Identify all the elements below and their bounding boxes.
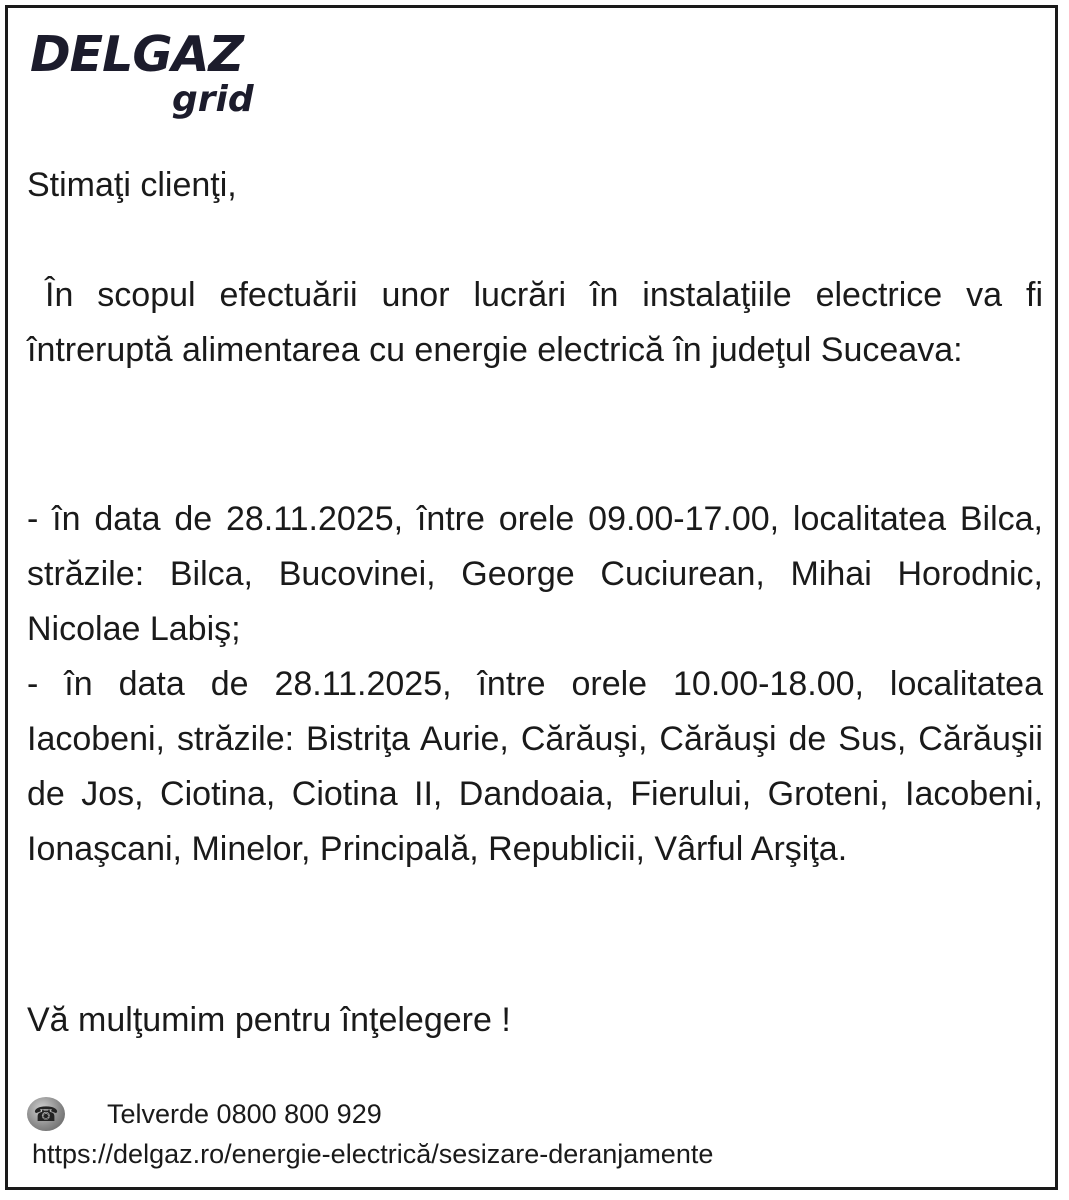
logo-sub: grid — [172, 79, 254, 120]
telephone-icon: ☎ — [27, 1097, 65, 1131]
phone-contact — [27, 1094, 382, 1134]
delgaz-logo — [30, 26, 254, 120]
phone-number[interactable]: Telverde 0800 800 929 — [107, 1098, 382, 1129]
greeting: Stimaţi clienţi, — [27, 166, 237, 204]
intro-paragraph: În scopul efectuării unor lucrări în instalaţiile electrice va fi întreruptă alimentarea cu energie electrică în judeţul Suceava: — [27, 276, 1043, 369]
logo-brand: DELGAZ — [30, 26, 244, 83]
report-url-link[interactable]: https://delgaz.ro/energie-electrică/sesizare-deranjamente — [32, 1139, 714, 1169]
outage-item-bilca: - în data de 28.11.2025, între orele 09.00-17.00, localitatea Bilca, străzile: Bilca, Bucovinei, George Cuciurean, Mihai Horodnic, Nicolae Labiş; — [27, 500, 1043, 648]
outage-item-iacobeni: - în data de 28.11.2025, între orele 10.00-18.00, localitatea Iacobeni, străzile: Bistriţa Aurie, Cărăuşi, Cărăuşi de Sus, Cărăuşii de Jos, Ciotina, Ciotina II, Dandoaia, Fierului, Groteni, Iacobeni, Ionaşcani, Minelor, Principală, Republicii, Vârful Arşiţa. — [27, 665, 1043, 868]
thanks-line: Vă mulţumim pentru înţelegere ! — [27, 1001, 511, 1039]
